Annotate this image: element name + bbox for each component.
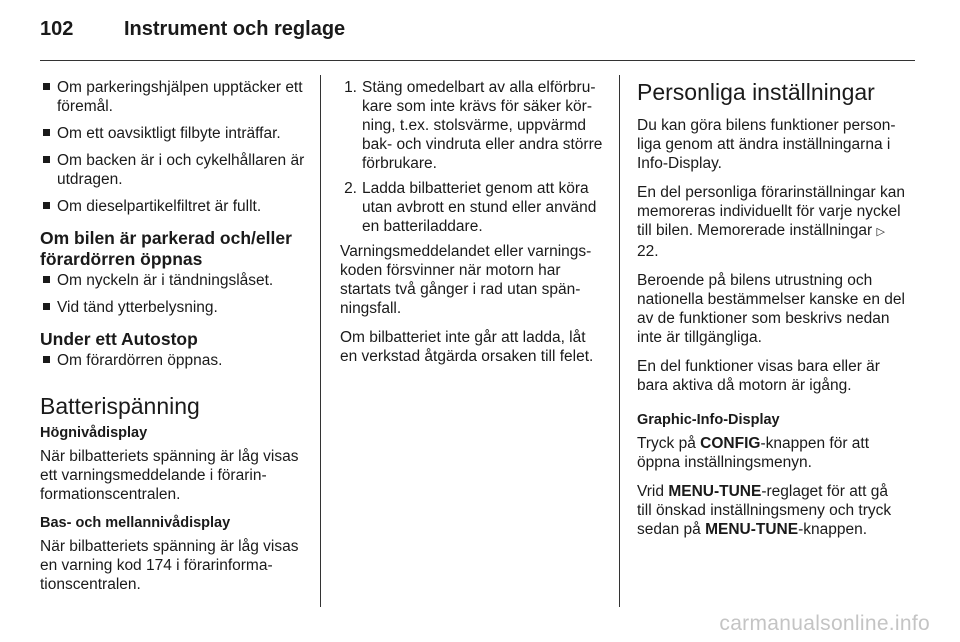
- chapter-title: Instrument och reglage: [124, 18, 346, 40]
- config-text-pre: Tryck på: [637, 435, 696, 452]
- menu-tune-text-mid: -reglaget för att gå till önskad inställningsmeny och tryck sedan på: [637, 483, 892, 538]
- paragraph-config: [637, 434, 905, 472]
- text-base-level-display: När bilbatteriets spänning är låg visas en varning kod 174 i förarinformationscentralen.: [40, 538, 299, 593]
- step-number: 2.: [344, 180, 357, 197]
- bullet-list-autostop: [40, 351, 306, 370]
- column-right: [637, 78, 905, 549]
- list-item: Om nyckeln är i tändningslåset.: [40, 271, 306, 290]
- numbered-steps: [340, 78, 604, 236]
- menu-tune-text-pre: Vrid: [637, 483, 664, 500]
- heading-parked: Om bilen är parkerad och/eller förardörren öppnas: [40, 228, 292, 269]
- heading-graphic-info-display: Graphic-Info-Display: [637, 412, 780, 428]
- triangle-right-icon: ▷: [876, 226, 885, 238]
- menu-tune-label: MENU-TUNE: [668, 483, 762, 500]
- config-button-label: CONFIG: [700, 435, 761, 452]
- text-high-level-display: När bilbatteriets spänning är låg visas ett varningsmeddelande i förarinformationscentralen.: [40, 448, 299, 503]
- paragraph-memorized: [637, 183, 905, 261]
- list-item: Om ett oavsiktligt filbyte inträffar.: [40, 124, 306, 143]
- heading-base-level-display: Bas- och mellannivådisplay: [40, 515, 231, 531]
- heading-battery: Batterispänning: [40, 393, 200, 419]
- paragraph-warning-disappears: Varningsmeddelandet eller varningskoden försvinner när motorn har startats två gånger i rad utan spänningsfall.: [340, 243, 592, 317]
- list-item: Om backen är i och cykelhållaren är utdragen.: [40, 151, 306, 189]
- watermark: carmanualsonline.info: [719, 612, 930, 635]
- heading-autostop: Under ett Autostop: [40, 329, 198, 349]
- bullet-list-warnings: [40, 78, 306, 216]
- column-left: [40, 78, 306, 604]
- menu-tune-label: MENU-TUNE: [705, 521, 799, 538]
- step-number: 1.: [344, 79, 357, 96]
- memorized-text: En del personliga förarinställningar kan memoreras individuellt för varje nyckel till bilen. Memorerade inställningar: [637, 184, 905, 239]
- menu-tune-text-post: -knappen.: [798, 521, 868, 538]
- step-item: [340, 179, 604, 236]
- paragraph-engine-running: En del funktioner visas bara eller är bara aktiva då motorn är igång.: [637, 358, 880, 394]
- list-item: Om dieselpartikelfiltret är fullt.: [40, 197, 306, 216]
- paragraph-equipment: Beroende på bilens utrustning och nationella bestämmelser kanske en del av de funktioner som beskrivs nedan inte är tillgängliga.: [637, 272, 905, 346]
- column-divider-left: [320, 75, 321, 607]
- paragraph-workshop: Om bilbatteriet inte går att ladda, låt en verkstad åtgärda orsaken till felet.: [340, 329, 594, 365]
- list-item: Om parkeringshjälpen upptäcker ett föremål.: [40, 78, 306, 116]
- page-reference-link[interactable]: 22.: [637, 243, 659, 260]
- step-text: Ladda bilbatteriet genom att köra utan avbrott en stund eller använd en batteriladdare.: [362, 180, 597, 235]
- header-rule: [40, 60, 915, 61]
- config-text-post: -knappen för att öppna inställningsmenyn.: [637, 435, 870, 471]
- step-text: Stäng omedelbart av alla elförbrukare som inte krävs för säker körning, t.ex. stolsvärme, uppvärmd bak- och vindruta eller andra större förbrukare.: [362, 79, 603, 172]
- heading-high-level-display: Högnivådisplay: [40, 425, 148, 441]
- bullet-list-parked: [40, 271, 306, 317]
- column-divider-right: [619, 75, 620, 607]
- paragraph-menu-tune: [637, 482, 905, 539]
- column-middle: [340, 78, 604, 376]
- list-item: Vid tänd ytterbelysning.: [40, 298, 306, 317]
- page-number: 102: [40, 18, 74, 40]
- step-item: [340, 78, 604, 173]
- paragraph-intro: Du kan göra bilens funktioner personliga genom att ändra inställningarna i Info-Display.: [637, 117, 896, 172]
- heading-personal-settings: Personliga inställningar: [637, 79, 875, 105]
- list-item: Om förardörren öppnas.: [40, 351, 306, 370]
